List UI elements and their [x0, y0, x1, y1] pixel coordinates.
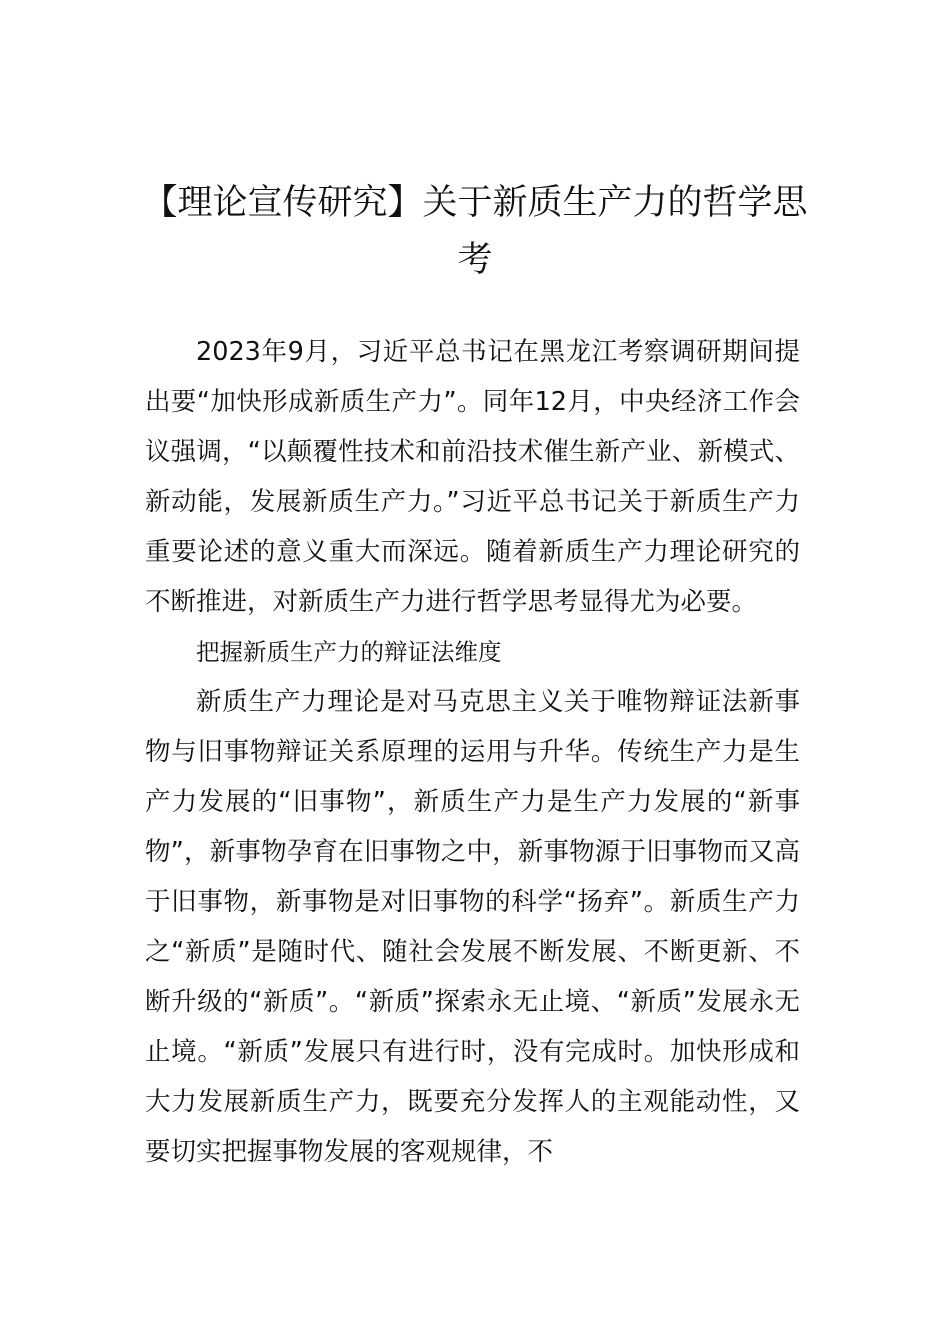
section-paragraph: 新质生产力理论是对马克思主义关于唯物辩证法新事物与旧事物辩证关系原理的运用与升华。传统生产力是生产力发展的“旧事物”，新质生产力是生产力发展的“新事物”，新事物孕育在旧事物之中，新事物源于旧事物而又高于旧事物，新事物是对旧事物的科学“扬弃”。新质生产力之“新质”是随时代、随社会发展不断发展、不断更新、不断升级的“新质”。“新质”探索永无止境、“新质”发展永无止境。“新质”发展只有进行时，没有完成时。加快形成和大力发展新质生产力，既要充分发挥人的主观能动性，又要切实把握事物发展的客观规律，不	[145, 687, 800, 1167]
section-heading: 把握新质生产力的辩证法维度	[196, 638, 502, 666]
document-body	[145, 327, 800, 1177]
intro-paragraph: 2023年9月，习近平总书记在黑龙江考察调研期间提出要“加快形成新质生产力”。同年12月，中央经济工作会议强调，“以颠覆性技术和前沿技术催生新产业、新模式、新动能，发展新质生产力。”习近平总书记关于新质生产力重要论述的意义重大而深远。随着新质生产力理论研究的不断推进，对新质生产力进行哲学思考显得尤为必要。	[145, 337, 800, 617]
document-title: 【理论宣传研究】关于新质生产力的哲学思考	[142, 183, 808, 280]
